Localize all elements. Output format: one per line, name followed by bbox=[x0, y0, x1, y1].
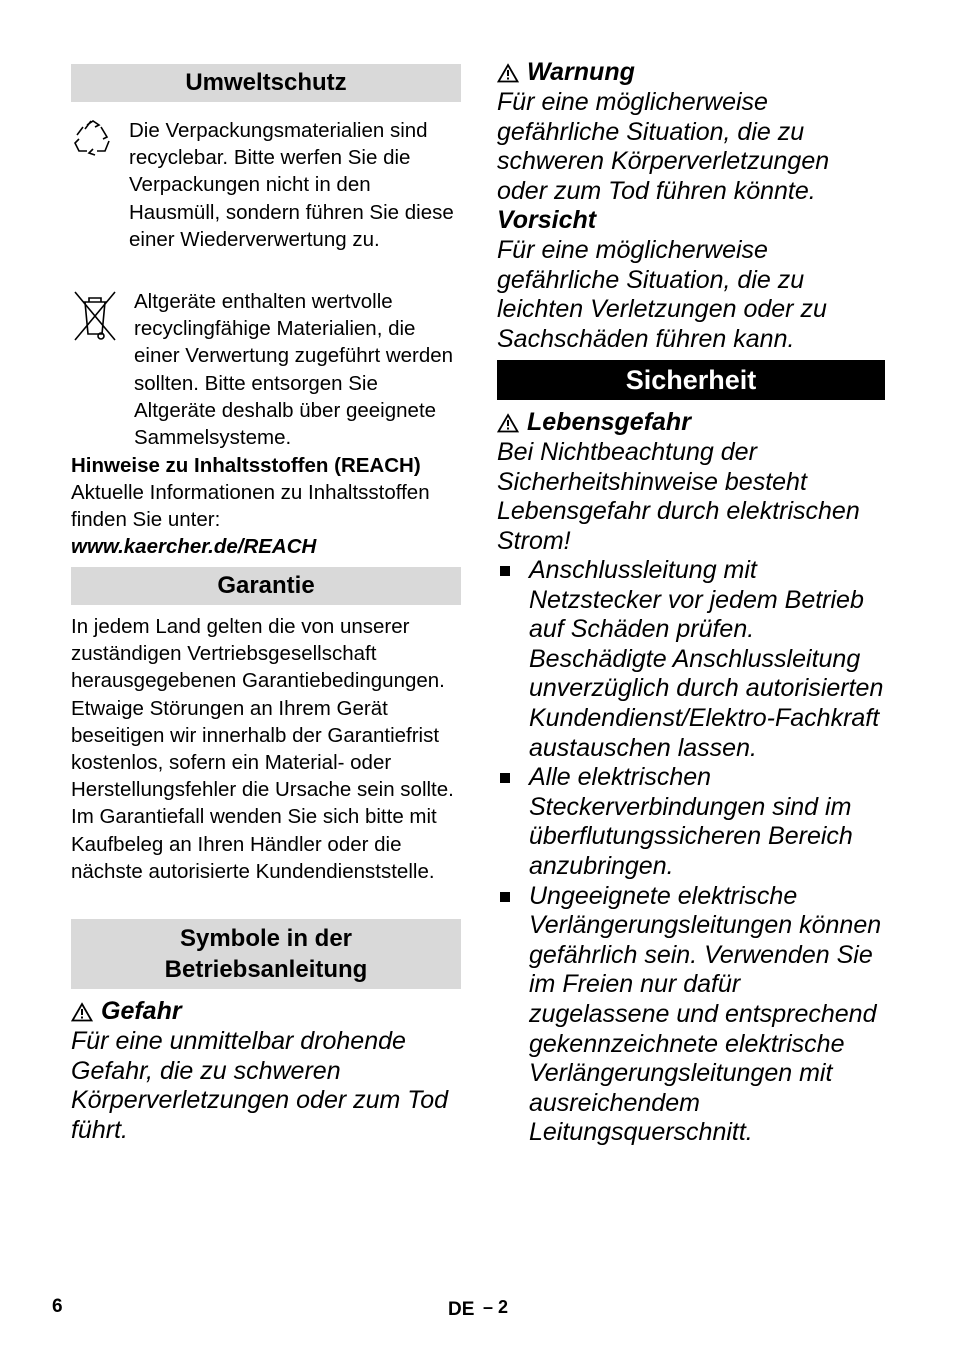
warnung-heading bbox=[497, 58, 635, 88]
disposal-note bbox=[71, 288, 461, 453]
bullet-square-icon bbox=[500, 892, 510, 902]
crossed-out-bin-icon bbox=[71, 288, 119, 344]
safety-bullet-list bbox=[497, 556, 885, 1148]
footer-sub-page: – 2 bbox=[483, 1297, 509, 1317]
bullet-square-icon bbox=[500, 773, 510, 783]
recycle-text: Die Verpackungsmaterialien sind recyclebar. Bitte werfen Sie die Verpackungen nicht in den Hausmüll, sondern führen Sie diese einer Wiederverwertung zu. bbox=[129, 119, 454, 251]
disposal-text: Altgeräte enthalten wertvolle recyclingfähige Materialien, die einer Verwertung zugeführt werden sollten. Bitte entsorgen Sie Altgeräte deshalb über geeignete Sammelsysteme. bbox=[134, 290, 454, 450]
vorsicht-title: Vorsicht bbox=[497, 206, 597, 234]
section-heading-garantie: Garantie bbox=[71, 567, 461, 605]
footer-lang: DE bbox=[448, 1299, 475, 1320]
list-item: Alle elektrischen Steckerverbindungen sind im überflutungssicheren Bereich anzubringen. bbox=[497, 763, 885, 881]
lebensgefahr-title: Lebensgefahr bbox=[527, 408, 691, 436]
list-item: Anschlussleitung mit Netzstecker vor jedem Betrieb auf Schäden prüfen. Beschädigte Anschlussleitung unverzüglich durch autorisierten Kundendienst/Elektro-Fachkraft austauschen lassen. bbox=[497, 556, 885, 763]
recycle-note bbox=[71, 117, 461, 287]
warning-icon bbox=[497, 413, 519, 433]
page-number: 6 bbox=[52, 1296, 63, 1317]
symbole-heading-line2: Betriebsanleitung bbox=[164, 956, 368, 983]
lebensgefahr-heading bbox=[497, 408, 691, 438]
gefahr-heading bbox=[71, 997, 182, 1027]
reach-text: Aktuelle Informationen zu Inhaltsstoffen finden Sie unter: bbox=[71, 481, 430, 532]
bullet-square-icon bbox=[500, 566, 510, 576]
list-item: Ungeeignete elektrische Verlängerungsleitungen können gefährlich sein. Verwenden Sie im Freien nur dafür zugelassene und entsprechend gekennzeichnete elektrische Verlängerungsleitungen mit ausreichendem Leitungsquerschnitt. bbox=[497, 882, 885, 1148]
gefahr-text: Für eine unmittelbar drohende Gefahr, die zu schweren Körperverletzungen oder zum Tod führt. bbox=[71, 1027, 449, 1144]
vorsicht-text: Für eine möglicherweise gefährliche Situation, die zu leichten Verletzungen oder zu Sachschäden führen kann. bbox=[497, 236, 827, 353]
recycle-icon bbox=[71, 117, 115, 161]
gefahr-title: Gefahr bbox=[101, 997, 182, 1025]
reach-link[interactable]: www.kaercher.de/REACH bbox=[71, 535, 317, 558]
section-heading-symbole bbox=[71, 919, 461, 989]
warning-icon bbox=[497, 63, 519, 83]
warnung-text: Für eine möglicherweise gefährliche Situation, die zu schweren Körperverletzungen oder zum Tod führen könnte. bbox=[497, 88, 830, 205]
warning-icon bbox=[71, 1002, 93, 1022]
section-heading-umweltschutz: Umweltschutz bbox=[71, 64, 461, 102]
lebensgefahr-text: Bei Nichtbeachtung der Sicherheitshinweise besteht Lebensgefahr durch elektrischen Strom! bbox=[497, 438, 860, 555]
symbole-heading-line1: Symbole in der bbox=[179, 925, 353, 952]
section-heading-sicherheit: Sicherheit bbox=[497, 360, 885, 400]
warnung-title: Warnung bbox=[527, 58, 635, 86]
reach-heading: Hinweise zu Inhaltsstoffen (REACH) bbox=[71, 454, 421, 477]
garantie-text: In jedem Land gelten die von unserer zuständigen Vertriebsgesellschaft herausgegebenen Garantiebedingungen. Etwaige Störungen an Ihrem Gerät beseitigen wir innerhalb der Garantiefrist kostenlos, sofern ein Material- oder Herstellungsfehler die Ursache sein sollte. Im Garantiefall wenden Sie sich bitte mit Kaufbeleg an Ihren Händler oder die nächste autorisierte Kundendienststelle. bbox=[71, 615, 454, 883]
